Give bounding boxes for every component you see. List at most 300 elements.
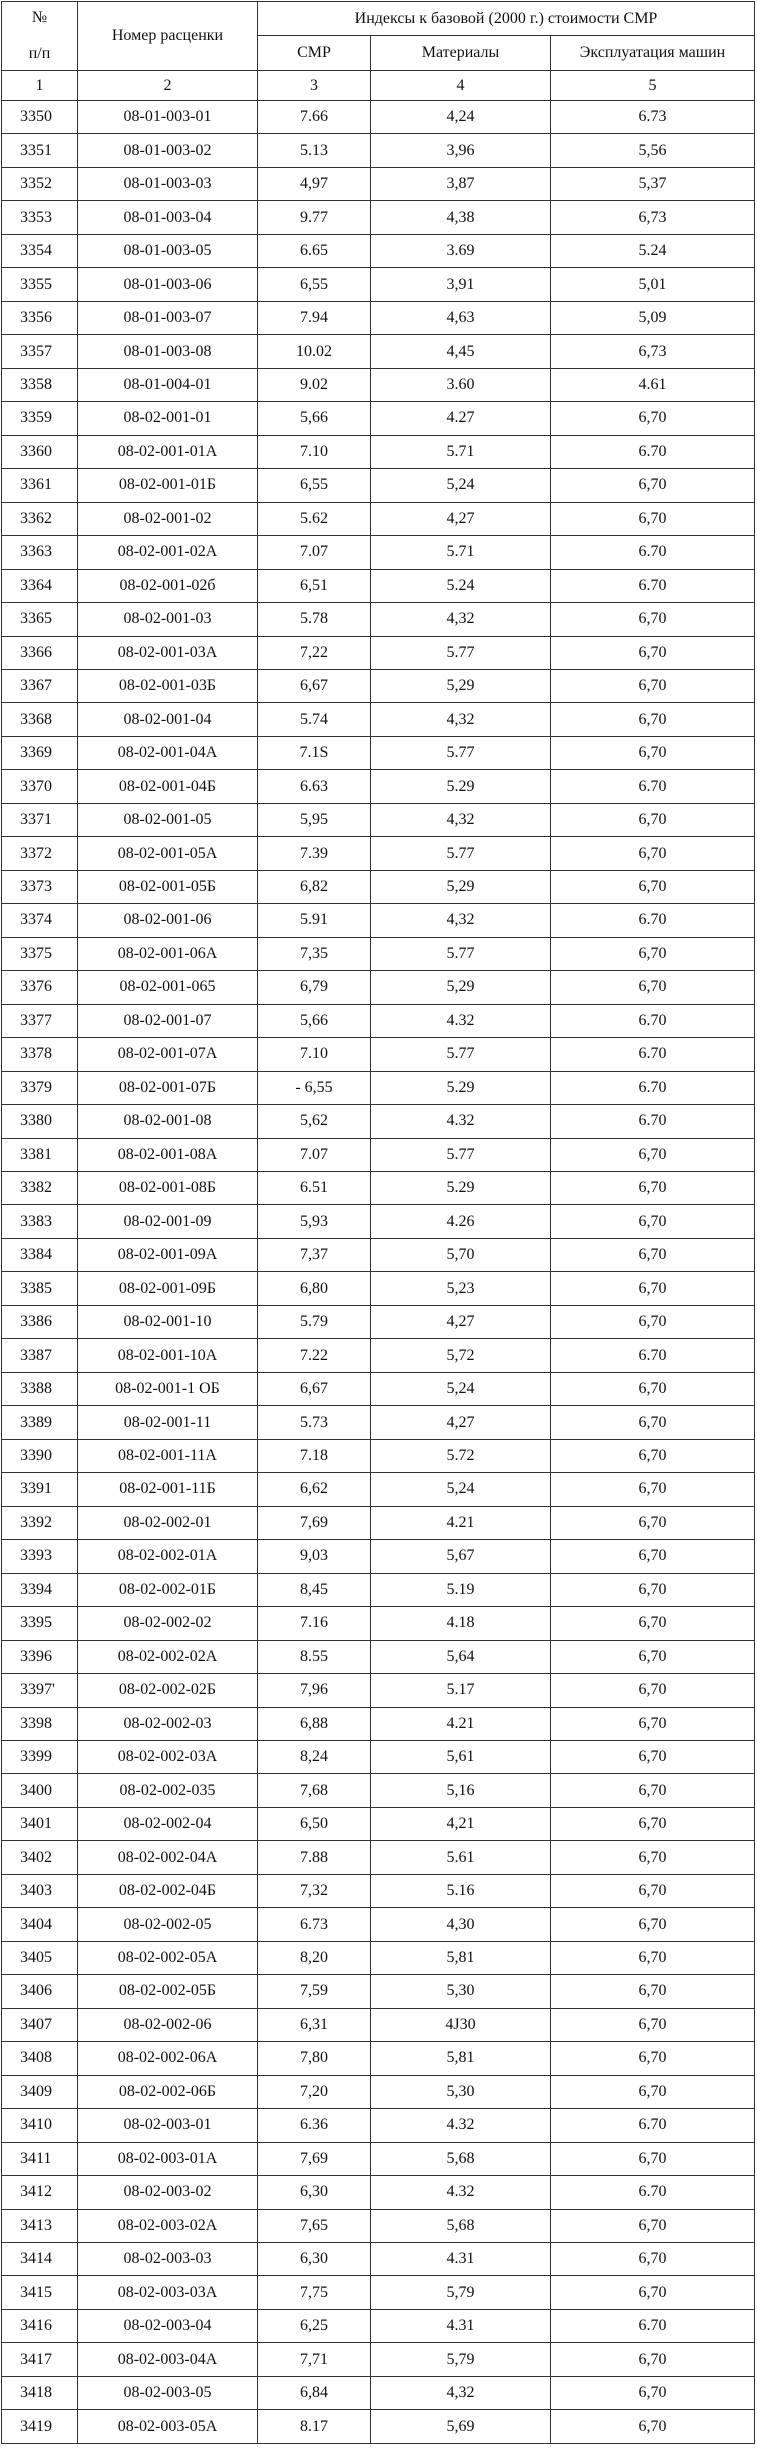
smr-index-cell: 5,93 xyxy=(258,1205,371,1238)
rate-code-cell: 08-02-001-065 xyxy=(78,971,258,1004)
smr-index-cell: 6.65 xyxy=(258,234,371,267)
materials-index-cell: 4.31 xyxy=(371,2309,551,2342)
row-number-cell: 3376 xyxy=(2,971,78,1004)
machines-index-cell: 6,70 xyxy=(551,1372,755,1405)
materials-index-cell: 4,63 xyxy=(371,301,551,334)
machines-index-cell: 6.70 xyxy=(551,904,755,937)
table-row xyxy=(2,669,755,702)
smr-index-cell: 7,35 xyxy=(258,937,371,970)
row-number-cell: 3415 xyxy=(2,2276,78,2309)
row-number-cell: 3380 xyxy=(2,1105,78,1138)
row-number-cell: 3416 xyxy=(2,2309,78,2342)
table-row xyxy=(2,1975,755,2008)
machines-index-cell: 6,70 xyxy=(551,1272,755,1305)
materials-index-cell: 5.72 xyxy=(371,1439,551,1472)
row-number-cell: 3351 xyxy=(2,134,78,167)
rate-code-cell: 08-02-001-09Б xyxy=(78,1272,258,1305)
rate-code-cell: 08-02-001-11А xyxy=(78,1439,258,1472)
smr-index-cell: - 6,55 xyxy=(258,1071,371,1104)
rate-code-cell: 08-02-002-06А xyxy=(78,2042,258,2075)
smr-index-cell: 6,55 xyxy=(258,469,371,502)
rate-code-cell: 08-01-004-01 xyxy=(78,368,258,401)
rate-code-cell: 08-02-003-04 xyxy=(78,2309,258,2342)
materials-index-cell: 5,30 xyxy=(371,2075,551,2108)
materials-index-cell: 4.21 xyxy=(371,1707,551,1740)
row-number-cell: 3411 xyxy=(2,2142,78,2175)
machines-index-cell: 6.70 xyxy=(551,1071,755,1104)
machines-index-cell: 6,70 xyxy=(551,1807,755,1840)
table-row xyxy=(2,2376,755,2409)
machines-index-cell: 6,70 xyxy=(551,1707,755,1740)
smr-index-cell: 4,97 xyxy=(258,167,371,200)
machines-index-cell: 5,37 xyxy=(551,167,755,200)
col-no-label-line1: № xyxy=(31,9,48,26)
materials-index-cell: 5,69 xyxy=(371,2410,551,2443)
row-number-cell: 3395 xyxy=(2,1607,78,1640)
materials-index-cell: 3.60 xyxy=(371,368,551,401)
row-number-cell: 3385 xyxy=(2,1272,78,1305)
rate-code-cell: 08-02-002-05 xyxy=(78,1908,258,1941)
table-row xyxy=(2,937,755,970)
row-number-cell: 3409 xyxy=(2,2075,78,2108)
machines-index-cell: 6,73 xyxy=(551,201,755,234)
rate-code-cell: 08-02-001-05А xyxy=(78,837,258,870)
table-row xyxy=(2,1774,755,1807)
materials-index-cell: 5.77 xyxy=(371,937,551,970)
machines-index-cell: 6,70 xyxy=(551,636,755,669)
row-number-cell: 3366 xyxy=(2,636,78,669)
machines-index-cell: 6.70 xyxy=(551,1339,755,1372)
materials-index-cell: 4.32 xyxy=(371,2109,551,2142)
smr-index-cell: 5.79 xyxy=(258,1305,371,1338)
rate-code-cell: 08-02-001-03 xyxy=(78,603,258,636)
smr-index-cell: 6.36 xyxy=(258,2109,371,2142)
rate-code-cell: 08-02-001-05Б xyxy=(78,870,258,903)
row-number-cell: 3393 xyxy=(2,1540,78,1573)
table-row xyxy=(2,1573,755,1606)
materials-index-cell: 4,45 xyxy=(371,335,551,368)
table-row xyxy=(2,803,755,836)
materials-index-cell: 5,68 xyxy=(371,2142,551,2175)
machines-index-cell: 6,70 xyxy=(551,837,755,870)
row-number-cell: 3367 xyxy=(2,669,78,702)
row-number-cell: 3408 xyxy=(2,2042,78,2075)
smr-index-cell: 5.91 xyxy=(258,904,371,937)
rate-code-cell: 08-02-003-03А xyxy=(78,2276,258,2309)
row-number-cell: 3397' xyxy=(2,1674,78,1707)
table-row xyxy=(2,1807,755,1840)
rate-code-cell: 08-01-003-08 xyxy=(78,335,258,368)
price-index-table xyxy=(1,1,755,2444)
table-row xyxy=(2,1172,755,1205)
rate-code-cell: 08-02-001-01Б xyxy=(78,469,258,502)
materials-index-cell: 3,96 xyxy=(371,134,551,167)
smr-index-cell: 6,79 xyxy=(258,971,371,1004)
row-number-cell: 3368 xyxy=(2,703,78,736)
rate-code-cell: 08-02-001-1 ОБ xyxy=(78,1372,258,1405)
smr-index-cell: 6,88 xyxy=(258,1707,371,1740)
materials-index-cell: 4,27 xyxy=(371,1406,551,1439)
smr-index-cell: 6,67 xyxy=(258,669,371,702)
machines-index-cell: 6.70 xyxy=(551,1105,755,1138)
smr-index-cell: 8.55 xyxy=(258,1640,371,1673)
smr-index-cell: 7.39 xyxy=(258,837,371,870)
column-number: 3 xyxy=(258,71,371,101)
table-row xyxy=(2,134,755,167)
col-no-header xyxy=(2,2,78,71)
machines-index-cell: 6,70 xyxy=(551,1607,755,1640)
materials-index-cell: 5.29 xyxy=(371,770,551,803)
table-row xyxy=(2,2176,755,2209)
materials-index-cell: 4,27 xyxy=(371,1305,551,1338)
smr-index-cell: 5.74 xyxy=(258,703,371,736)
row-number-cell: 3413 xyxy=(2,2209,78,2242)
table-row xyxy=(2,569,755,602)
machines-index-cell: 6,70 xyxy=(551,803,755,836)
table-row xyxy=(2,1740,755,1773)
machines-index-cell: 6,70 xyxy=(551,402,755,435)
index-group-header: Индексы к базовой (2000 г.) стоимости СМР xyxy=(258,2,755,36)
row-number-cell: 3410 xyxy=(2,2109,78,2142)
materials-index-cell: 3.69 xyxy=(371,234,551,267)
table-row xyxy=(2,971,755,1004)
rate-code-cell: 08-02-001-10 xyxy=(78,1305,258,1338)
machines-index-cell: 6.70 xyxy=(551,569,755,602)
row-number-cell: 3355 xyxy=(2,268,78,301)
materials-index-cell: 5,72 xyxy=(371,1339,551,1372)
rate-code-cell: 08-02-001-09 xyxy=(78,1205,258,1238)
rate-code-cell: 08-02-002-035 xyxy=(78,1774,258,1807)
rate-code-cell: 08-02-001-06А xyxy=(78,937,258,970)
smr-index-cell: 7.10 xyxy=(258,1038,371,1071)
smr-index-cell: 6,30 xyxy=(258,2243,371,2276)
machines-index-cell: 6,70 xyxy=(551,2376,755,2409)
rate-code-cell: 08-02-002-04Б xyxy=(78,1874,258,1907)
machines-index-cell: 6,70 xyxy=(551,937,755,970)
rate-code-cell: 08-02-001-04 xyxy=(78,703,258,736)
smr-index-cell: 8.17 xyxy=(258,2410,371,2443)
table-row xyxy=(2,1406,755,1439)
row-number-cell: 3403 xyxy=(2,1874,78,1907)
row-number-cell: 3361 xyxy=(2,469,78,502)
smr-index-cell: 8,24 xyxy=(258,1740,371,1773)
table-row xyxy=(2,2343,755,2376)
materials-index-cell: 5.19 xyxy=(371,1573,551,1606)
materials-index-cell: 4,32 xyxy=(371,803,551,836)
table-row xyxy=(2,1105,755,1138)
smr-index-cell: 9,03 xyxy=(258,1540,371,1573)
table-row xyxy=(2,1506,755,1539)
machines-index-cell: 6,70 xyxy=(551,469,755,502)
col-no-label-line2: п/п xyxy=(28,45,51,62)
machines-index-cell: 6.70 xyxy=(551,2109,755,2142)
machines-index-cell: 6,70 xyxy=(551,2008,755,2041)
rate-code-cell: 08-02-002-06Б xyxy=(78,2075,258,2108)
rate-code-cell: 08-02-003-05А xyxy=(78,2410,258,2443)
rate-code-cell: 08-02-001-10А xyxy=(78,1339,258,1372)
materials-index-cell: 5.77 xyxy=(371,837,551,870)
rate-code-cell: 08-01-003-03 xyxy=(78,167,258,200)
materials-index-cell: 4.32 xyxy=(371,1105,551,1138)
smr-index-cell: 7.94 xyxy=(258,301,371,334)
row-number-cell: 3379 xyxy=(2,1071,78,1104)
rate-code-cell: 08-02-002-02А xyxy=(78,1640,258,1673)
smr-index-cell: 6,67 xyxy=(258,1372,371,1405)
machines-index-cell: 6.70 xyxy=(551,2176,755,2209)
rate-code-cell: 08-02-003-04А xyxy=(78,2343,258,2376)
table-row xyxy=(2,1841,755,1874)
column-number: 2 xyxy=(78,71,258,101)
machines-index-cell: 6.70 xyxy=(551,1004,755,1037)
rate-code-cell: 08-01-003-07 xyxy=(78,301,258,334)
column-number: 1 xyxy=(2,71,78,101)
rate-code-cell: 08-02-001-03А xyxy=(78,636,258,669)
rate-code-cell: 08-02-002-06 xyxy=(78,2008,258,2041)
rate-code-cell: 08-02-001-07А xyxy=(78,1038,258,1071)
row-number-cell: 3398 xyxy=(2,1707,78,1740)
table-row xyxy=(2,301,755,334)
row-number-cell: 3405 xyxy=(2,1941,78,1974)
table-row xyxy=(2,2410,755,2443)
table-row xyxy=(2,2075,755,2108)
table-row xyxy=(2,2243,755,2276)
materials-index-cell: 4,30 xyxy=(371,1908,551,1941)
row-number-cell: 3359 xyxy=(2,402,78,435)
smr-index-cell: 7.18 xyxy=(258,1439,371,1472)
row-number-cell: 3399 xyxy=(2,1740,78,1773)
materials-index-cell: 4,32 xyxy=(371,904,551,937)
table-row xyxy=(2,703,755,736)
row-number-cell: 3378 xyxy=(2,1038,78,1071)
machines-index-cell: 4.61 xyxy=(551,368,755,401)
row-number-cell: 3414 xyxy=(2,2243,78,2276)
materials-index-cell: 5,68 xyxy=(371,2209,551,2242)
row-number-cell: 3365 xyxy=(2,603,78,636)
smr-index-cell: 7,22 xyxy=(258,636,371,669)
materials-index-cell: 4,38 xyxy=(371,201,551,234)
smr-index-cell: 7,75 xyxy=(258,2276,371,2309)
materials-index-cell: 5,79 xyxy=(371,2343,551,2376)
materials-index-cell: 5,16 xyxy=(371,1774,551,1807)
table-row xyxy=(2,1473,755,1506)
rate-code-cell: 08-02-003-01А xyxy=(78,2142,258,2175)
smr-index-cell: 7,20 xyxy=(258,2075,371,2108)
row-number-cell: 3391 xyxy=(2,1473,78,1506)
table-row xyxy=(2,201,755,234)
smr-index-cell: 6,80 xyxy=(258,1272,371,1305)
materials-index-cell: 3,87 xyxy=(371,167,551,200)
row-number-cell: 3386 xyxy=(2,1305,78,1338)
rate-code-cell: 08-02-001-02 xyxy=(78,502,258,535)
machines-index-cell: 6,70 xyxy=(551,1874,755,1907)
materials-index-cell: 5.61 xyxy=(371,1841,551,1874)
machines-index-cell: 6,70 xyxy=(551,603,755,636)
smr-index-cell: 5.62 xyxy=(258,502,371,535)
table-row xyxy=(2,1339,755,1372)
machines-index-cell: 6,70 xyxy=(551,1172,755,1205)
machines-index-cell: 5,09 xyxy=(551,301,755,334)
row-number-cell: 3407 xyxy=(2,2008,78,2041)
machines-index-cell: 6,70 xyxy=(551,1138,755,1171)
materials-index-cell: 5,64 xyxy=(371,1640,551,1673)
smr-index-cell: 6,84 xyxy=(258,2376,371,2409)
rate-code-cell: 08-01-003-04 xyxy=(78,201,258,234)
rate-code-cell: 08-02-002-05Б xyxy=(78,1975,258,2008)
materials-index-cell: 5,24 xyxy=(371,1473,551,1506)
smr-index-cell: 7.88 xyxy=(258,1841,371,1874)
materials-index-cell: 4.32 xyxy=(371,2176,551,2209)
col-code-header: Номер расценки xyxy=(78,2,258,71)
rate-code-cell: 08-02-002-03 xyxy=(78,1707,258,1740)
smr-index-cell: 7,68 xyxy=(258,1774,371,1807)
table-row xyxy=(2,1941,755,1974)
table-row xyxy=(2,603,755,636)
smr-index-cell: 5.78 xyxy=(258,603,371,636)
row-number-cell: 3388 xyxy=(2,1372,78,1405)
materials-index-cell: 4.26 xyxy=(371,1205,551,1238)
rate-code-cell: 08-01-003-02 xyxy=(78,134,258,167)
rate-code-cell: 08-02-001-08 xyxy=(78,1105,258,1138)
row-number-cell: 3360 xyxy=(2,435,78,468)
smr-index-cell: 6.51 xyxy=(258,1172,371,1205)
rate-code-cell: 08-02-001-05 xyxy=(78,803,258,836)
table-row xyxy=(2,1272,755,1305)
column-number: 5 xyxy=(551,71,755,101)
table-row xyxy=(2,1674,755,1707)
smr-index-cell: 6,62 xyxy=(258,1473,371,1506)
materials-index-cell: 5.29 xyxy=(371,1071,551,1104)
machines-index-cell: 6,70 xyxy=(551,2343,755,2376)
smr-index-cell: 7,69 xyxy=(258,2142,371,2175)
table-header xyxy=(2,2,755,101)
table-row xyxy=(2,736,755,769)
materials-index-cell: 5,61 xyxy=(371,1740,551,1773)
rate-code-cell: 08-02-002-02Б xyxy=(78,1674,258,1707)
rate-code-cell: 08-02-001-06 xyxy=(78,904,258,937)
machines-index-cell: 6,70 xyxy=(551,1506,755,1539)
materials-index-cell: 5.77 xyxy=(371,636,551,669)
smr-index-cell: 6,25 xyxy=(258,2309,371,2342)
rate-code-cell: 08-02-001-02б xyxy=(78,569,258,602)
table-row xyxy=(2,335,755,368)
machines-index-cell: 6,70 xyxy=(551,1540,755,1573)
materials-index-cell: 5,81 xyxy=(371,2042,551,2075)
machines-index-cell: 6,70 xyxy=(551,1573,755,1606)
table-row xyxy=(2,2209,755,2242)
row-number-cell: 3417 xyxy=(2,2343,78,2376)
rate-code-cell: 08-02-002-04А xyxy=(78,1841,258,1874)
materials-index-cell: 4,32 xyxy=(371,603,551,636)
rate-code-cell: 08-02-003-05 xyxy=(78,2376,258,2409)
rate-code-cell: 08-02-002-03А xyxy=(78,1740,258,1773)
machines-index-cell: 6,73 xyxy=(551,335,755,368)
rate-code-cell: 08-02-001-11Б xyxy=(78,1473,258,1506)
smr-index-cell: 7.07 xyxy=(258,1138,371,1171)
materials-index-cell: 5.29 xyxy=(371,1172,551,1205)
materials-index-cell: 3,91 xyxy=(371,268,551,301)
smr-index-cell: 7.22 xyxy=(258,1339,371,1372)
machines-index-cell: 6,70 xyxy=(551,1774,755,1807)
machines-index-cell: 6,70 xyxy=(551,2276,755,2309)
machines-index-cell: 6.73 xyxy=(551,101,755,134)
table-row xyxy=(2,234,755,267)
machines-index-cell: 6,70 xyxy=(551,502,755,535)
machines-index-cell: 6,70 xyxy=(551,1473,755,1506)
row-number-cell: 3383 xyxy=(2,1205,78,1238)
machines-index-cell: 6,70 xyxy=(551,1740,755,1773)
machines-index-cell: 6,70 xyxy=(551,1975,755,2008)
smr-index-cell: 6,31 xyxy=(258,2008,371,2041)
machines-index-cell: 6,70 xyxy=(551,2042,755,2075)
smr-index-cell: 6,50 xyxy=(258,1807,371,1840)
machines-index-cell: 5.24 xyxy=(551,234,755,267)
rate-code-cell: 08-01-003-06 xyxy=(78,268,258,301)
row-number-cell: 3371 xyxy=(2,803,78,836)
smr-index-cell: 5,66 xyxy=(258,1004,371,1037)
table-row xyxy=(2,402,755,435)
machines-index-cell: 6,70 xyxy=(551,1305,755,1338)
rate-code-cell: 08-02-002-01А xyxy=(78,1540,258,1573)
smr-index-cell: 7,80 xyxy=(258,2042,371,2075)
smr-index-cell: 5.73 xyxy=(258,1406,371,1439)
materials-index-cell: 4.21 xyxy=(371,1506,551,1539)
rate-code-cell: 08-02-003-01 xyxy=(78,2109,258,2142)
materials-index-cell: 5.77 xyxy=(371,736,551,769)
row-number-cell: 3354 xyxy=(2,234,78,267)
machines-index-cell: 6,70 xyxy=(551,971,755,1004)
materials-index-cell: 5,29 xyxy=(371,971,551,1004)
smr-index-cell: 5,95 xyxy=(258,803,371,836)
table-row xyxy=(2,268,755,301)
machines-index-cell: 6,70 xyxy=(551,1640,755,1673)
table-row xyxy=(2,2142,755,2175)
row-number-cell: 3402 xyxy=(2,1841,78,1874)
col-smr-header: СМР xyxy=(258,36,371,71)
row-number-cell: 3370 xyxy=(2,770,78,803)
rate-code-cell: 08-02-002-01 xyxy=(78,1506,258,1539)
smr-index-cell: 7,37 xyxy=(258,1238,371,1271)
table-row xyxy=(2,1439,755,1472)
row-number-cell: 3412 xyxy=(2,2176,78,2209)
rate-code-cell: 08-02-001-03Б xyxy=(78,669,258,702)
table-row xyxy=(2,904,755,937)
materials-index-cell: 5.16 xyxy=(371,1874,551,1907)
machines-index-cell: 6,70 xyxy=(551,1674,755,1707)
smr-index-cell: 5,66 xyxy=(258,402,371,435)
materials-index-cell: 4.18 xyxy=(371,1607,551,1640)
rate-code-cell: 08-02-002-02 xyxy=(78,1607,258,1640)
row-number-cell: 3364 xyxy=(2,569,78,602)
materials-index-cell: 5,67 xyxy=(371,1540,551,1573)
table-row xyxy=(2,2276,755,2309)
smr-index-cell: 9.77 xyxy=(258,201,371,234)
row-number-cell: 3389 xyxy=(2,1406,78,1439)
machines-index-cell: 6,70 xyxy=(551,1439,755,1472)
table-row xyxy=(2,368,755,401)
table-row xyxy=(2,1707,755,1740)
table-row xyxy=(2,2109,755,2142)
table-row xyxy=(2,2042,755,2075)
table-row xyxy=(2,1874,755,1907)
materials-index-cell: 5,24 xyxy=(371,469,551,502)
rate-code-cell: 08-02-002-05А xyxy=(78,1941,258,1974)
table-row xyxy=(2,770,755,803)
machines-index-cell: 6,70 xyxy=(551,1406,755,1439)
rate-code-cell: 08-02-001-04Б xyxy=(78,770,258,803)
row-number-cell: 3377 xyxy=(2,1004,78,1037)
table-row xyxy=(2,1205,755,1238)
row-number-cell: 3363 xyxy=(2,536,78,569)
